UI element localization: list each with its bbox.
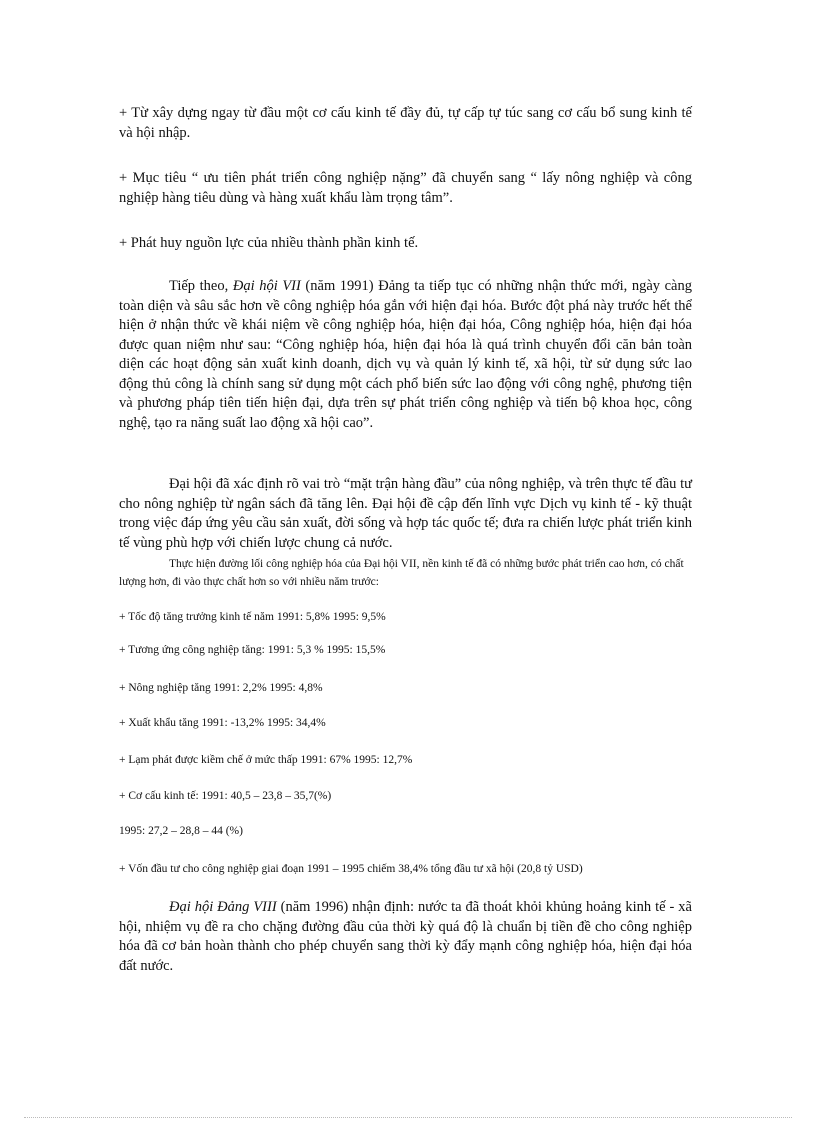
- stat-economic-structure-1991: + Cơ cấu kinh tế: 1991: 40,5 – 23,8 – 35,7(%): [119, 790, 332, 802]
- stat-industry-investment: + Vốn đầu tư cho công nghiệp giai đoạn 1991 – 1995 chiếm 38,4% tổng đầu tư xã hội (20,8 tỷ USD): [119, 863, 583, 875]
- paragraph-implementation-results: Thực hiện đường lối công nghiệp hóa của Đại hội VII, nền kinh tế đã có những bước phát triển cao hơn, có chất lượng hơn, đi vào thực chất hơn so với nhiều năm trước:: [119, 558, 684, 588]
- stat-agriculture-growth: + Nông nghiệp tăng 1991: 2,2% 1995: 4,8%: [119, 682, 323, 694]
- stat-economic-structure-1995: 1995: 27,2 – 28,8 – 44 (%): [119, 825, 243, 837]
- stat-export-growth: + Xuất khẩu tăng 1991: -13,2% 1995: 34,4%: [119, 717, 326, 729]
- paragraph-congress-vii: [119, 277, 692, 433]
- stat-industry-growth: + Tương ứng công nghiệp tăng: 1991: 5,3 % 1995: 15,5%: [119, 644, 386, 656]
- para1-body: (năm 1991) Đảng ta tiếp tục có những nhận thức mới, ngày càng toàn diện và sâu sắc hơn về công nghiệp hóa gắn với hiện đại hóa. Bước đột phá này trước hết thể hiện ở nhận thức về khái niệm về công nghiệp hóa, hiện đại hóa, Công nghiệp hóa, hiện đại hóa được quan niệm như sau: “Công nghiệp hóa, hiện đại hóa là quá trình chuyển đổi căn bản toàn diện các hoạt động sản xuất kinh doanh, dịch vụ và quản lý kinh tế, xã hội, từ sử dụng sức lao động thủ công là chính sang sử dụng một cách phổ biến sức lao động với công nghệ, phương tiện và phương pháp tiên tiến hiện đại, dựa trên sự phát triển công nghiệp và tiến bộ khoa học, công nghệ, tạo ra năng suất lao động xã hội cao”.: [119, 278, 692, 431]
- stat-inflation: + Lạm phát được kiềm chế ở mức thấp 1991: 67% 1995: 12,7%: [119, 754, 413, 766]
- congress-viii-title: Đại hội Đảng VIII: [169, 899, 277, 915]
- bullet-objective-shift: + Mục tiêu “ ưu tiên phát triển công nghiệp nặng” đã chuyển sang “ lấy nông nghiệp và công nghiệp hàng tiêu dùng và hàng xuất khẩu làm trọng tâm”.: [119, 170, 692, 206]
- para4-body: (năm 1996) nhận định: nước ta đã thoát khỏi khủng hoảng kinh tế - xã hội, nhiệm vụ đề ra cho chặng đường đầu của thời kỳ quá độ là chuẩn bị tiền đề cho công nghiệp hóa đã cơ bản hoàn thành cho phép chuyển sang thời kỳ đẩy mạnh công nghiệp hóa, hiện đại hóa đất nước.: [119, 899, 692, 974]
- paragraph-congress-viii: [119, 898, 692, 976]
- paragraph-agriculture-role: Đại hội đã xác định rõ vai trò “mặt trận hàng đầu” của nông nghiệp, và trên thực tế đầu tư cho nông nghiệp từ ngân sách đã tăng lên. Đại hội đề cập đến lĩnh vực Dịch vụ kinh tế - kỹ thuật trong việc đáp ứng yêu cầu sản xuất, đời sống và hợp tác quốc tế; đưa ra chiến lược phát triển kinh tế vùng phù hợp với chiến lược chung cả nước.: [119, 476, 692, 551]
- congress-vii-title: Đại hội VII: [232, 278, 301, 294]
- page-bottom-divider: [24, 1117, 792, 1118]
- para1-lead: Tiếp theo,: [169, 278, 233, 294]
- bullet-structure-shift: + Từ xây dựng ngay từ đầu một cơ cấu kinh tế đầy đủ, tự cấp tự túc sang cơ cấu bổ sung kinh tế và hội nhập.: [119, 105, 692, 141]
- stat-growth-rate: + Tốc độ tăng trưởng kinh tế năm 1991: 5,8% 1995: 9,5%: [119, 611, 386, 623]
- bullet-resources: + Phát huy nguồn lực của nhiều thành phần kinh tế.: [119, 235, 419, 251]
